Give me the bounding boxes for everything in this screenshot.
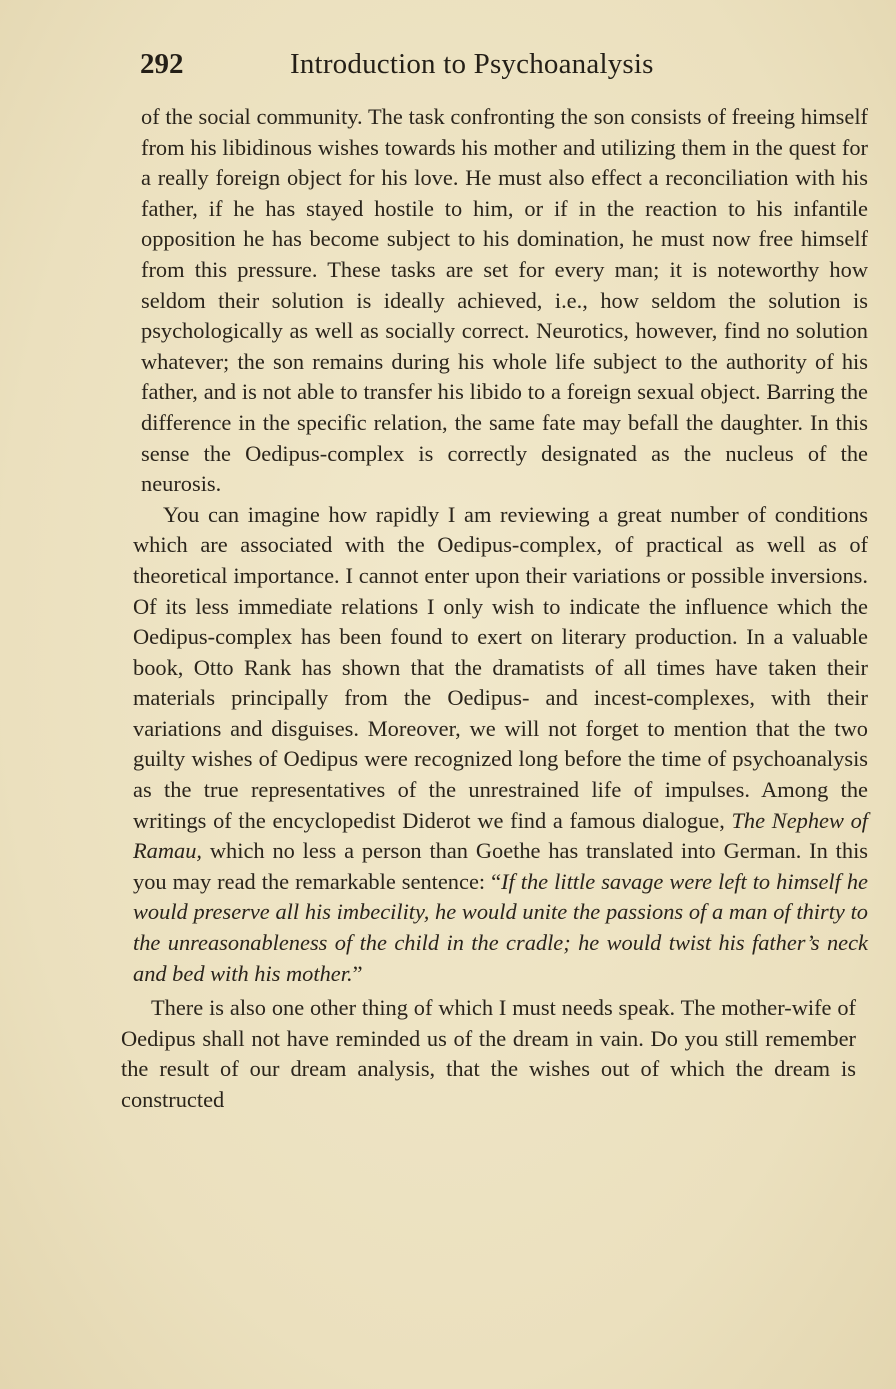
body-text — [121, 102, 868, 1116]
paragraph-2 — [133, 500, 868, 990]
paragraph-2-part-c: ” — [352, 960, 363, 986]
page-header — [140, 44, 780, 84]
book-title-nephew-of-ramau: The Nephew of Ramau, — [133, 807, 868, 864]
diderot-quotation: If the little savage were left to himself he would preserve all his imbecility, he would unite the passions of a man of thirty to the unreasonableness of the child in the cradle; he would twist his father’s neck and bed with his mother. — [133, 868, 868, 986]
paragraph-2-part-a: You can imagine how rapidly I am reviewing a great number of conditions which are associated with the Oedipus-complex, of practical as well as of theoretical importance. I cannot enter upon their variations or possible inversions. Of its less immediate relations I only wish to indicate the influence which the Oedipus-complex has been found to exert on literary production. In a valuable book, Otto Rank has shown that the dramatists of all times have taken their materials principally from the Oedipus- and incest-complexes, with their variations and disguises. Moreover, we will not forget to mention that the two guilty wishes of Oedipus were recognized long before the time of psychoanalysis as the true representatives of the unrestrained life of impulses. Among the writings of the encyclopedist Diderot we find a famous dialogue, — [133, 501, 868, 833]
page-number: 292 — [140, 48, 184, 80]
paragraph-2-part-b: which no less a person than Goethe has translated into German. In this you may read the remarkable sentence: “ — [133, 838, 868, 894]
paragraph-1: of the social community. The task confronting the son consists of freeing himself from his libidinous wishes towards his mother and utilizing them in the quest for a really foreign object for his love. He must also effect a reconciliation with his father, if he has stayed hostile to him, or if in the reaction to his infantile opposition he has become subject to his domination, he must now free himself from this pressure. These tasks are set for every man; it is noteworthy how seldom their solution is ideally achieved, i.e., how seldom the solution is psychologically as well as socially correct. Neurotics, however, find no solution whatever; the son remains during his whole life subject to the authority of his father, and is not able to transfer his libido to a foreign sexual object. Barring the difference in the specific relation, the same fate may befall the daughter. In this sense the Oedipus-complex is correctly designated as the nucleus of the neurosis. — [141, 104, 868, 497]
paragraph-3: There is also one other thing of which I must needs speak. The mother-wife of Oedipus shall not have reminded us of the dream in vain. Do you still remember the result of our dream analysis, that the wishes out of which the dream is constructed — [121, 995, 856, 1112]
running-title: Introduction to Psychoanalysis — [290, 48, 654, 80]
